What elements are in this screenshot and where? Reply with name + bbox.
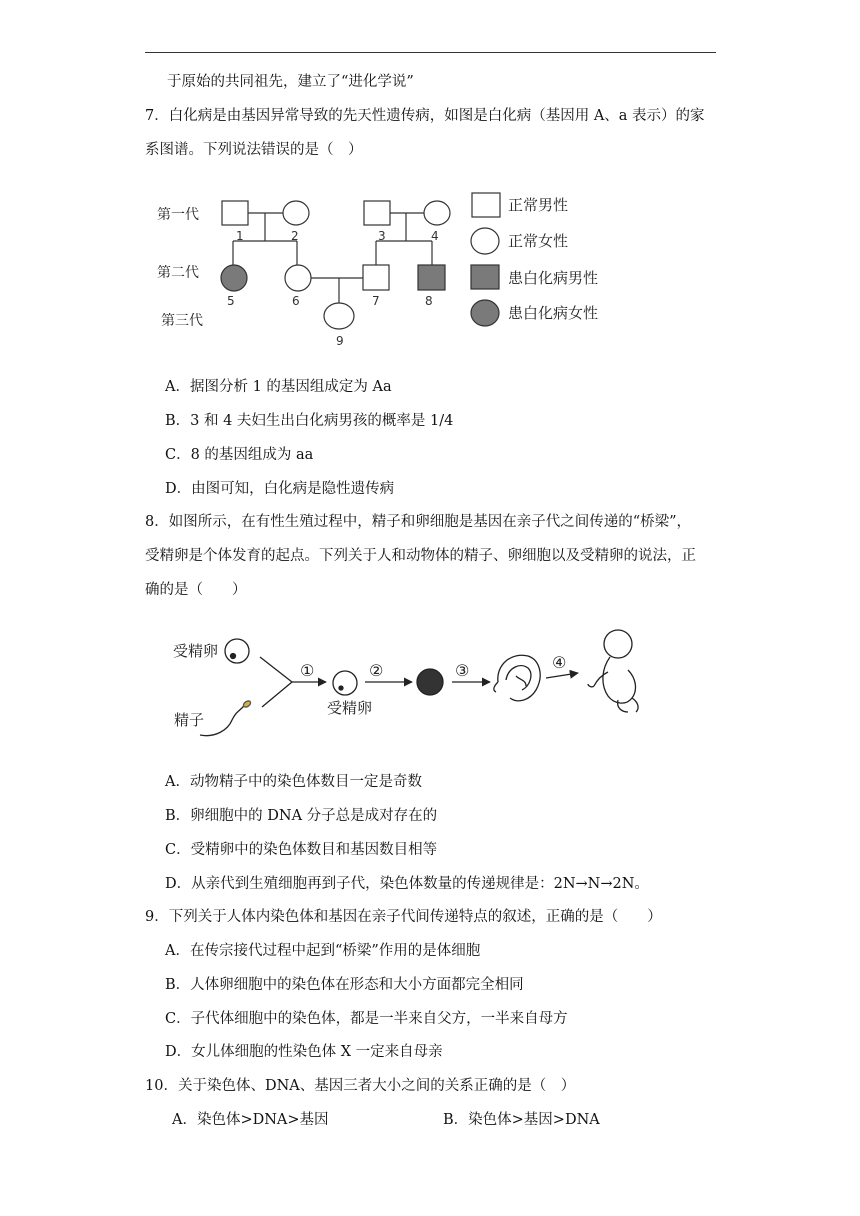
individual-1-normal-male [222, 201, 248, 225]
step-2-label: ② [369, 661, 384, 680]
q10-stem: 10．关于染色体、DNA、基因三者大小之间的关系正确的是（ ） [145, 1078, 576, 1094]
sperm-label: 精子 [174, 711, 205, 729]
egg-label: 受精卵 [173, 642, 219, 660]
gen1-label: 第一代 [157, 207, 199, 223]
label-2: 2 [291, 229, 299, 243]
q8-option-d[interactable]: D．从亲代到生殖细胞再到子代，染色体数量的传递规律是：2N→N→2N。 [165, 876, 649, 892]
legend-affected-male-label: 患白化病男性 [508, 269, 599, 287]
legend-normal-male-label: 正常男性 [508, 196, 569, 214]
q9-option-a[interactable]: A．在传宗接代过程中起到“桥梁”作用的是体细胞 [165, 943, 481, 959]
individual-8-affected-male [418, 265, 445, 290]
legend-normal-male-icon [472, 193, 500, 217]
q9-stem: 9．下列关于人体内染色体和基因在亲子代间传递特点的叙述，正确的是（ ） [145, 909, 662, 925]
individual-7-normal-male [363, 265, 389, 290]
gen3-label: 第三代 [161, 313, 203, 329]
q7-option-c[interactable]: C．8 的基因组成为 aa [165, 447, 314, 463]
step-1-label: ① [300, 661, 315, 680]
zygote-label: 受精卵 [327, 699, 373, 717]
zygote [333, 671, 357, 695]
q8-option-a[interactable]: A．动物精子中的染色体数目一定是奇数 [165, 774, 422, 790]
q7-option-b[interactable]: B．3 和 4 夫妇生出白化病男孩的概率是 1/4 [165, 413, 454, 429]
q8-stem-line2: 受精卵是个体发育的起点。下列关于人和动物体的精子、卵细胞以及受精卵的说法，正 [145, 548, 696, 564]
blastocyst [417, 669, 443, 695]
q9-option-c[interactable]: C．子代体细胞中的染色体，都是一半来自父方，一半来自母方 [165, 1011, 568, 1027]
q8-stem-line3: 确的是（ ） [145, 582, 247, 598]
legend-normal-female-icon [471, 228, 499, 254]
q7-stem-line1: 7．白化病是由基因异常导致的先天性遗传病，如图是白化病（基因用 A、a 表示）的家 [145, 108, 705, 124]
individual-9-normal-female [324, 303, 354, 329]
embryo [494, 655, 540, 701]
q9-option-b[interactable]: B．人体卵细胞中的染色体在形态和大小方面都完全相同 [165, 977, 524, 993]
q8-option-b[interactable]: B．卵细胞中的 DNA 分子总是成对存在的 [165, 808, 438, 824]
q8-option-c[interactable]: C．受精卵中的染色体数目和基因数目相等 [165, 842, 438, 858]
label-1: 1 [236, 229, 244, 243]
individual-6-normal-female [285, 265, 311, 291]
individual-3-normal-male [364, 201, 390, 225]
individual-5-affected-female [221, 265, 247, 291]
step-3-label: ③ [455, 661, 470, 680]
label-8: 8 [425, 294, 433, 308]
q10-option-a[interactable]: A．染色体>DNA>基因 [172, 1112, 329, 1128]
label-5: 5 [227, 294, 235, 308]
legend-affected-male-icon [471, 265, 499, 289]
gen2-label: 第二代 [157, 265, 199, 281]
q7-option-d[interactable]: D．由图可知，白化病是隐性遗传病 [165, 481, 395, 497]
label-7: 7 [372, 294, 380, 308]
label-6: 6 [292, 294, 300, 308]
intro-text: 于原始的共同祖先，建立了“进化学说” [167, 74, 414, 90]
label-9: 9 [336, 334, 344, 348]
q10-option-b[interactable]: B．染色体>基因>DNA [443, 1112, 600, 1128]
legend-affected-female-label: 患白化病女性 [508, 304, 599, 322]
legend-affected-female-icon [471, 300, 499, 326]
q8-stem-line1: 8．如图所示，在有性生殖过程中，精子和卵细胞是基因在亲子代之间传递的“桥梁”， [145, 514, 692, 530]
fetus [588, 630, 638, 712]
pedigree-chart [150, 185, 620, 355]
header-rule [145, 52, 716, 53]
sperm-cell [200, 706, 244, 736]
individual-4-normal-female [424, 201, 450, 225]
q7-option-a[interactable]: A．据图分析 1 的基因组成定为 Aa [165, 379, 392, 395]
label-3: 3 [378, 229, 386, 243]
legend-normal-female-label: 正常女性 [508, 232, 569, 250]
individual-2-normal-female [283, 201, 309, 225]
q9-option-d[interactable]: D．女儿体细胞的性染色体 X 一定来自母亲 [165, 1044, 443, 1060]
step-4-label: ④ [552, 653, 567, 672]
label-4: 4 [431, 229, 439, 243]
q7-stem-line2: 系图谱。下列说法错误的是（ ） [145, 142, 363, 158]
egg-cell [225, 639, 249, 663]
fertilization-figure [165, 620, 655, 740]
